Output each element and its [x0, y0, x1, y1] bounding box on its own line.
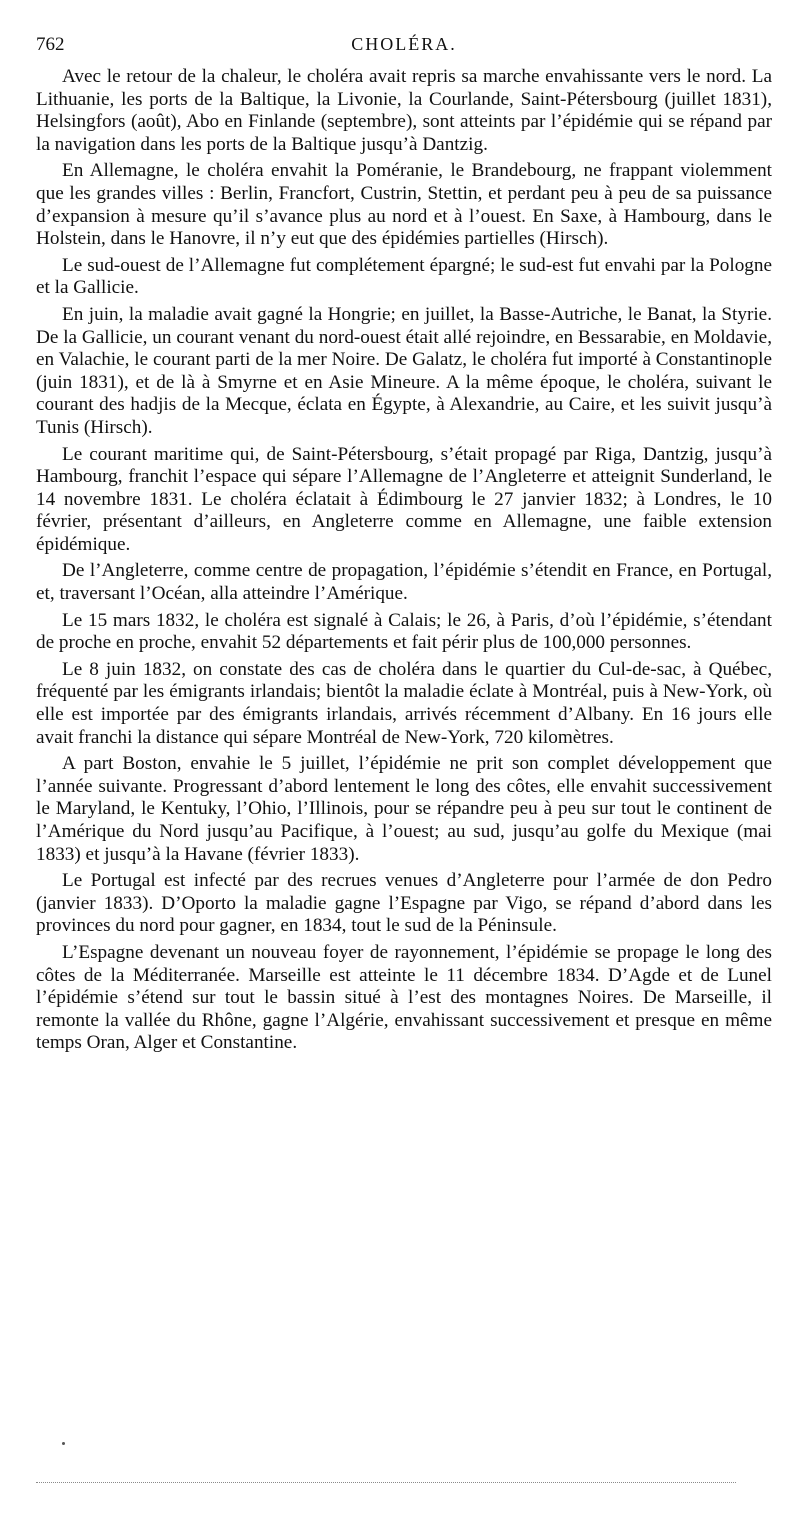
- paragraph: Avec le retour de la chaleur, le choléra avait repris sa marche envahissante vers le nord. La Lithuanie, les ports de la Baltique, la Livonie, la Courlande, Saint-Pétersbourg (juillet 1831), Helsingfors (août), Abo en Finlande (septembre), sont atteints par l’épidémie qui se répand par la navigation dans les ports de la Baltique jusqu’à Dantzig.: [36, 66, 772, 155]
- body-text: [36, 66, 772, 1055]
- paragraph: Le courant maritime qui, de Saint-Pétersbourg, s’était propagé par Riga, Dantzig, jusqu’à Hambourg, franchit l’espace qui sépare l’Allemagne de l’Angleterre et atteignit Sunderland, le 14 novembre 1831. Le choléra éclatait à Édimbourg le 27 janvier 1832; à Londres, le 10 février, présentant d’ailleurs, en Angleterre comme en Allemagne, une faible extension épidémique.: [36, 443, 772, 555]
- page: [36, 28, 772, 1059]
- paragraph: En Allemagne, le choléra envahit la Poméranie, le Brandebourg, ne frappant violemment que les grandes villes : Berlin, Francfort, Custrin, Stettin, et perdant peu à peu de sa puissance d’expansion à mesure qu’il s’avance plus au nord et à l’ouest. En Saxe, à Hambourg, dans le Holstein, dans le Hanovre, il n’y eut que des épidémies partielles (Hirsch).: [36, 160, 772, 250]
- paragraph: Le 15 mars 1832, le choléra est signalé à Calais; le 26, à Paris, d’où l’épidémie, s’étendant de proche en proche, envahit 52 départements et fait périr plus de 100,000 personnes.: [36, 609, 772, 654]
- print-speck: [62, 1442, 65, 1445]
- page-number: 762: [36, 34, 65, 55]
- bottom-rule: [36, 1482, 736, 1483]
- paragraph: En juin, la maladie avait gagné la Hongrie; en juillet, la Basse-Autriche, le Banat, la Styrie. De la Gallicie, un courant venant du nord-ouest était allé rejoindre, en Bessarabie, en Moldavie, en Valachie, le courant parti de la mer Noire. De Galatz, le choléra fut importé à Constantinople (juin 1831), et de là à Smyrne et en Asie Mineure. A la même époque, le choléra, suivant le courant des hadjis de la Mecque, éclata en Égypte, à Alexandrie, au Caire, et les suivit jusqu’à Tunis (Hirsch).: [36, 303, 772, 438]
- paragraph: Le 8 juin 1832, on constate des cas de choléra dans le quartier du Cul-de-sac, à Québec, fréquenté par les émigrants irlandais; bientôt la maladie éclate à Montréal, puis à New-York, où elle est importée par des émigrants irlandais, arrivés récemment d’Albany. En 16 jours elle avait franchi la distance qui sépare Montréal de New-York, 720 kilomètres.: [36, 658, 772, 748]
- paragraph: A part Boston, envahie le 5 juillet, l’épidémie ne prit son complet développement que l’année suivante. Progressant d’abord lentement le long des côtes, elle envahit successivement le Maryland, le Kentuky, l’Ohio, l’Illinois, pour se répandre peu à peu sur tout le continent de l’Amérique du Nord jusqu’au Pacifique, à l’ouest; au sud, jusqu’au golfe du Mexique (mai 1833) et jusqu’à la Havane (février 1833).: [36, 753, 772, 865]
- paragraph: Le Portugal est infecté par des recrues venues d’Angleterre pour l’armée de don Pedro (janvier 1833). D’Oporto la maladie gagne l’Espagne par Vigo, se répand d’abord dans les provinces du nord pour gagner, en 1834, tout le sud de la Péninsule.: [36, 870, 772, 937]
- paragraph: L’Espagne devenant un nouveau foyer de rayonnement, l’épidémie se propage le long des côtes de la Méditerranée. Marseille est atteinte le 11 décembre 1834. D’Agde et de Lunel l’épidémie s’étend sur tout le bassin situé à l’est des montagnes Noires. De Marseille, il remonte la vallée du Rhône, gagne l’Algérie, envahissant successivement et presque en même temps Oran, Alger et Constantine.: [36, 941, 772, 1054]
- paragraph: De l’Angleterre, comme centre de propagation, l’épidémie s’étendit en France, en Portugal, et, traversant l’Océan, alla atteindre l’Amérique.: [36, 560, 772, 605]
- paragraph: Le sud-ouest de l’Allemagne fut complétement épargné; le sud-est fut envahi par la Pologne et la Gallicie.: [36, 254, 772, 299]
- page-header: [36, 28, 772, 60]
- running-title: CHOLÉRA.: [351, 34, 457, 54]
